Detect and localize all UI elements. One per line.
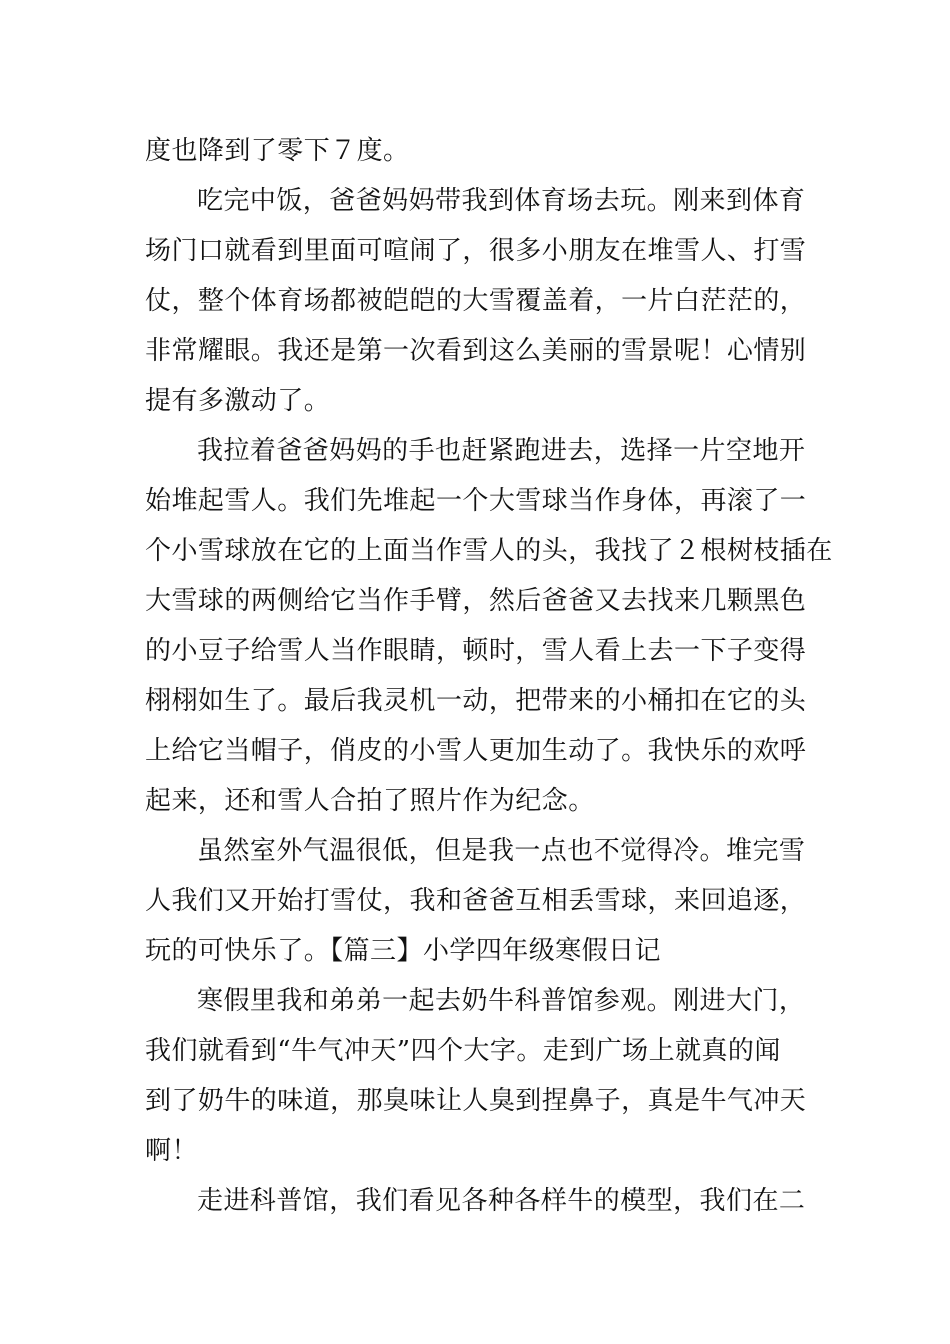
text-line-7: 我拉着爸爸妈妈的手也赶紧跑进去，选择一片空地开 — [197, 436, 806, 466]
text-line-11: 的小豆子给雪人当作眼睛，顿时，雪人看上去一下子变得 — [145, 636, 807, 666]
text-line-12: 栩栩如生了。最后我灵机一动，把带来的小桶扣在它的头 — [145, 686, 807, 716]
text-line-21: 啊！ — [145, 1136, 198, 1166]
text-line-9: 个小雪球放在它的上面当作雪人的头，我找了２根树枝插在 — [145, 536, 833, 566]
text-line-15: 虽然室外气温很低，但是我一点也不觉得冷。堆完雪 — [197, 836, 806, 866]
text-line-22: 走进科普馆，我们看见各种各样牛的模型，我们在二 — [197, 1186, 806, 1216]
document-body — [145, 126, 833, 1226]
text-line-1: 度也降到了零下７度。 — [145, 136, 410, 166]
text-line-14: 起来，还和雪人合拍了照片作为纪念。 — [145, 786, 595, 816]
text-line-17: 玩的可快乐了。【篇三】小学四年级寒假日记 — [145, 936, 662, 966]
text-line-8: 始堆起雪人。我们先堆起一个大雪球当作身体，再滚了一 — [145, 486, 807, 516]
text-line-4: 仗，整个体育场都被皑皑的大雪覆盖着，一片白茫茫的， — [145, 286, 807, 316]
text-line-2: 吃完中饭，爸爸妈妈带我到体育场去玩。刚来到体育 — [197, 186, 806, 216]
text-line-10: 大雪球的两侧给它当作手臂，然后爸爸又去找来几颗黑色 — [145, 586, 807, 616]
text-line-16: 人我们又开始打雪仗，我和爸爸互相丢雪球，来回追逐， — [145, 886, 807, 916]
text-line-18: 寒假里我和弟弟一起去奶牛科普馆参观。刚进大门， — [197, 986, 806, 1016]
text-line-19: 我们就看到“牛气冲天”四个大字。走到广场上就真的闻 — [145, 1036, 781, 1066]
text-line-3: 场门口就看到里面可喧闹了，很多小朋友在堆雪人、打雪 — [145, 236, 807, 266]
text-line-20: 到了奶牛的味道，那臭味让人臭到捏鼻子，真是牛气冲天 — [145, 1086, 807, 1116]
text-line-6: 提有多激动了。 — [145, 386, 331, 416]
text-line-13: 上给它当帽子，俏皮的小雪人更加生动了。我快乐的欢呼 — [145, 736, 807, 766]
text-line-5: 非常耀眼。我还是第一次看到这么美丽的雪景呢！心情别 — [145, 336, 807, 366]
